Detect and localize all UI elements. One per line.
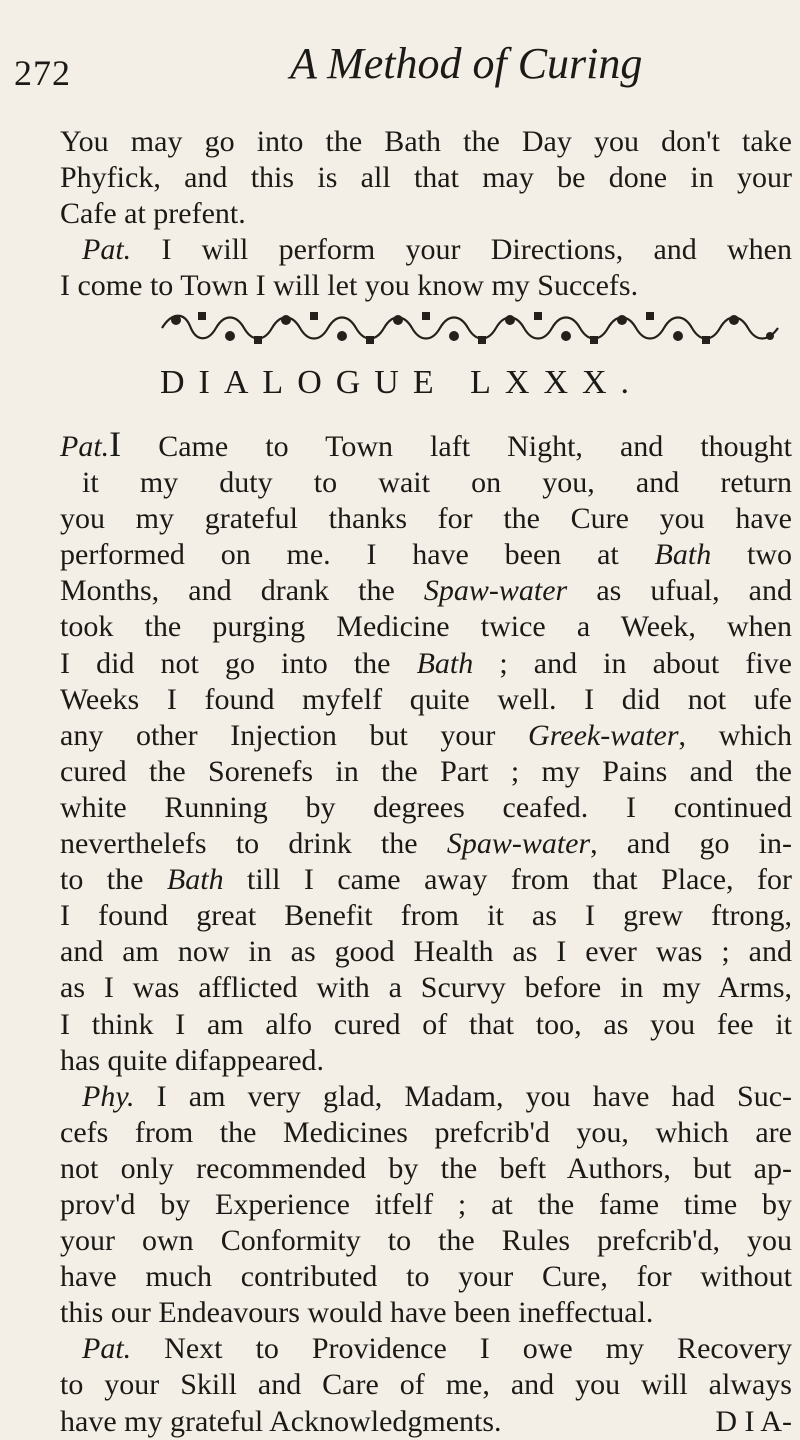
- speech-text: have my grateful Acknowledgments.: [60, 1404, 502, 1438]
- speaker-label: Phy.: [82, 1079, 135, 1113]
- text-line: prov'd by Experience itfelf ; at the fame time by: [60, 1187, 792, 1221]
- text-line: not only recommended by the beft Authors, but ap-: [60, 1151, 792, 1185]
- text-line: Months, and drank the Spaw-water as ufual, and: [60, 574, 792, 608]
- text-line: any other Injection but your Greek-water, which: [60, 718, 792, 752]
- text-line: has quite difappeared.: [60, 1043, 325, 1077]
- text-line: Weeks I found myfelf quite well. I did not ufe: [60, 682, 792, 716]
- text-line: [60, 1404, 792, 1440]
- text-line: performed on me. I have been at Bath two: [60, 538, 792, 572]
- opening-passage: [60, 124, 792, 304]
- speech-text: Came to Town laft Night, and thought: [158, 430, 793, 463]
- text-line: [60, 426, 792, 465]
- text-line: [60, 1331, 792, 1367]
- text-line: neverthelefs to drink the Spaw-water, and go in-: [60, 827, 793, 861]
- speaker-label: Pat.: [60, 430, 110, 463]
- dialogue-heading: DIALOGUE LXXX.: [160, 364, 644, 401]
- drop-cap: I: [109, 424, 122, 464]
- speaker-label: Pat.: [82, 1332, 132, 1366]
- speaker-label: Pat.: [82, 233, 132, 266]
- text-line: as I was afflicted with a Scurvy before in my Arms,: [60, 971, 792, 1005]
- catchword: D I A-: [715, 1404, 792, 1438]
- text-line: it my duty to wait on you, and return: [82, 466, 792, 500]
- text-line: your own Conformity to the Rules prefcrib'd, you: [60, 1224, 792, 1258]
- text-line: I found great Benefit from it as I grew ftrong,: [60, 899, 792, 933]
- text-line: this our Endeavours would have been ineffectual.: [60, 1296, 654, 1330]
- text-line: [60, 232, 792, 268]
- text-line: and am now in as good Health as I ever was ; and: [60, 935, 792, 969]
- ornament-band-icon: [158, 308, 782, 348]
- text-line: to the Bath till I came away from that Place, for: [60, 863, 792, 897]
- text-line: Cafe at prefent.: [60, 197, 246, 230]
- text-line: took the purging Medicine twice a Week, when: [60, 610, 792, 644]
- text-line: cefs from the Medicines prefcrib'd you, which are: [60, 1115, 792, 1149]
- text-line: I come to Town I will let you know my Succefs.: [60, 269, 639, 302]
- running-head: A Method of Curing: [290, 39, 643, 88]
- text-line: You may go into the Bath the Day you don't take: [60, 125, 792, 158]
- text-line: I think I am alfo cured of that too, as you fee it: [60, 1007, 792, 1041]
- text-line: cured the Sorenefs in the Part ; my Pains and the: [60, 754, 792, 788]
- dialogue-body: [60, 426, 792, 1440]
- text-line: Phyfick, and this is all that may be done in your: [60, 161, 792, 194]
- text-line: have much contributed to your Cure, for without: [60, 1260, 792, 1294]
- speech-text: Next to Providence I owe my Recovery: [164, 1332, 793, 1366]
- text-line: to your Skill and Care of me, and you will always: [60, 1368, 792, 1402]
- text-line: you my grateful thanks for the Cure you have: [60, 502, 792, 536]
- text-line: [60, 1079, 792, 1115]
- speech-text: I am very glad, Madam, you have had Suc-: [156, 1079, 792, 1113]
- text-line: white Running by degrees ceafed. I continued: [60, 790, 792, 824]
- speech-text: I will perform your Directions, and when: [161, 233, 792, 266]
- text-line: I did not go into the Bath ; and in about five: [60, 646, 792, 680]
- page-number: 272: [14, 53, 71, 93]
